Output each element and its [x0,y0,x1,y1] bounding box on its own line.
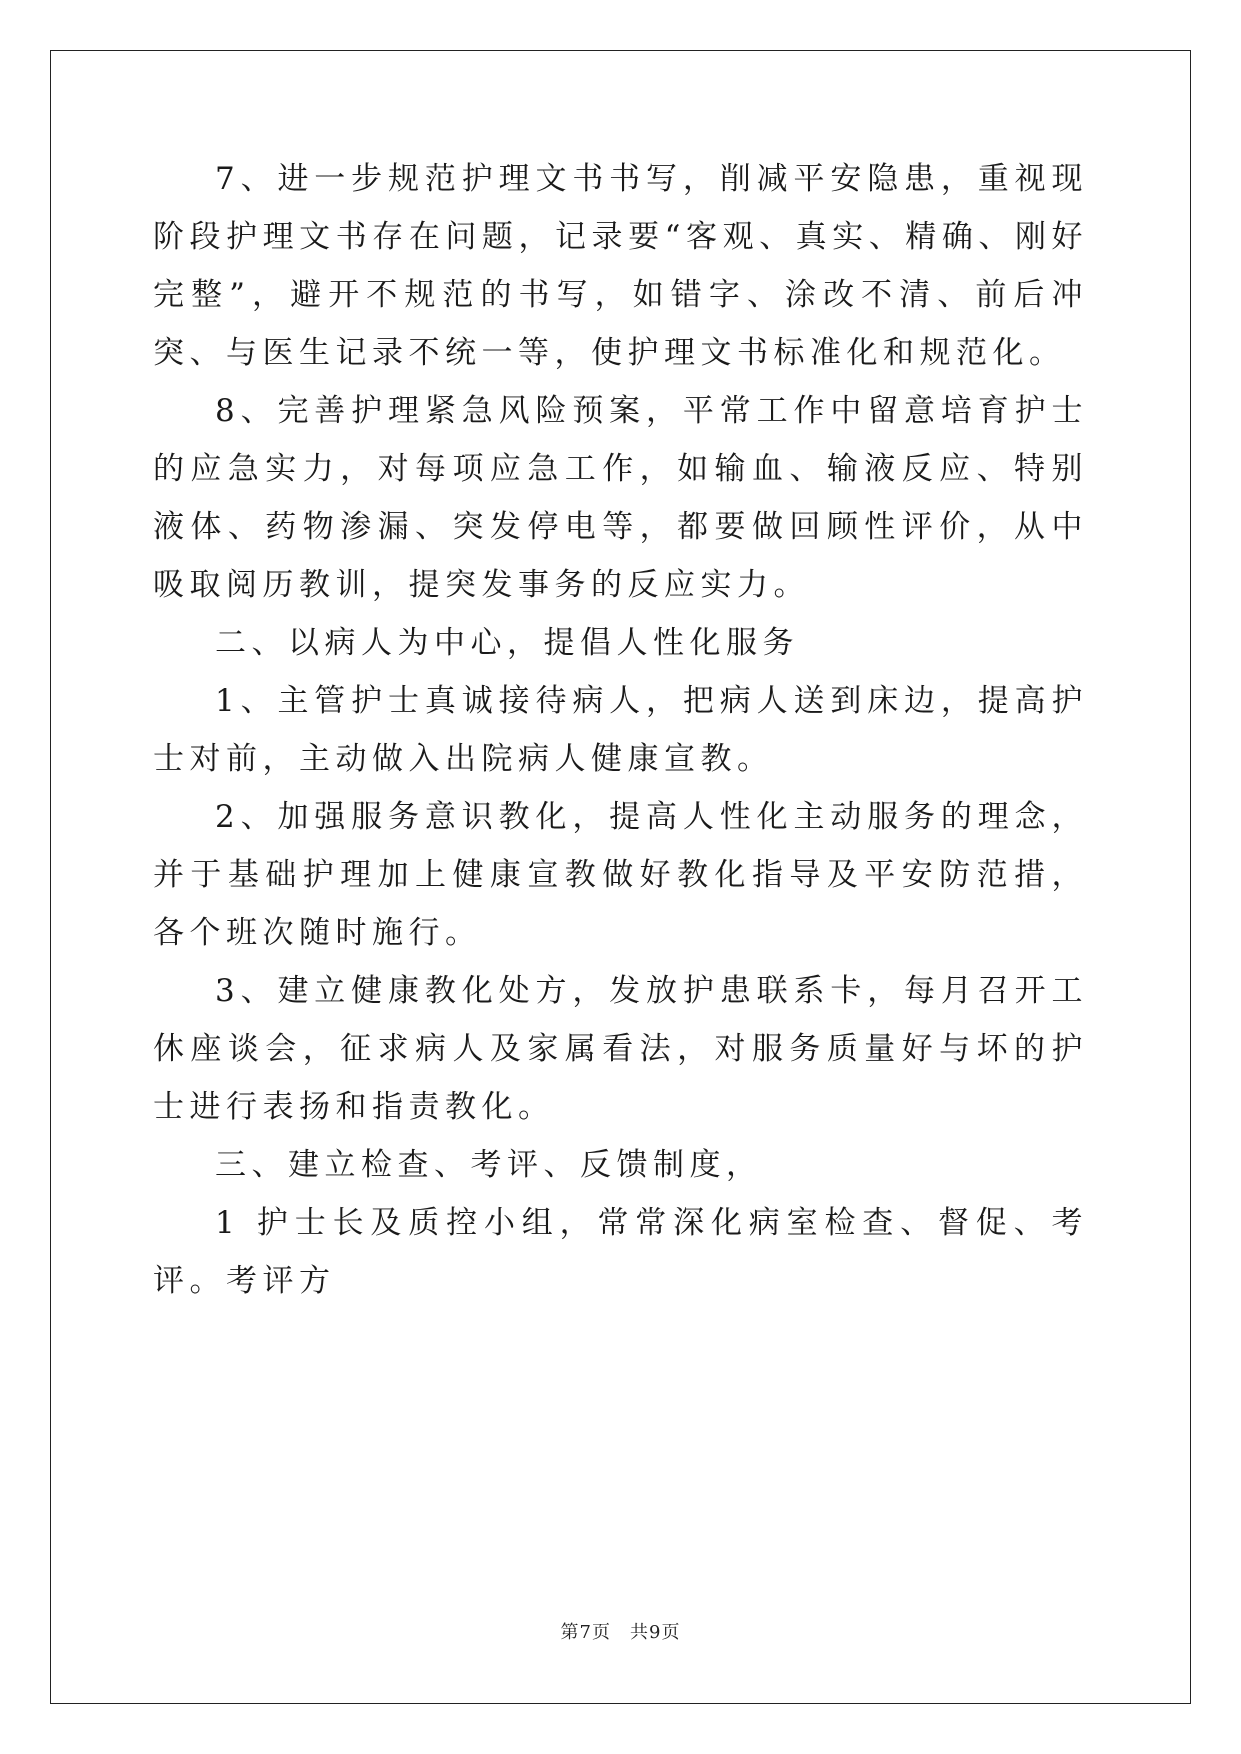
section-heading-patient-centered: 二、以病人为中心，提倡人性化服务 [215,625,799,661]
paragraph-item-7-nursing-documents: 7、进一步规范护理文书书写，削减平安隐患，重视现阶段护理文书存在问题，记录要“客观、真实、精确、刚好完整”，避开不规范的书写，如错字、涂改不清、前后冲突、与医生记录不统一等，使护理文书标准化和规范化。 [153,161,1088,371]
paragraph-item-1-head-nurse: 1 护士长及质控小组，常常深化病室检查、督促、考评。考评方 [153,1205,1088,1299]
paragraph-item-3-health-education: 3、建立健康教化处方，发放护患联系卡，每月召开工休座谈会，征求病人及家属看法，对服务质量好与坏的护士进行表扬和指责教化。 [153,973,1088,1125]
paragraph-item-1-reception: 1、主管护士真诚接待病人，把病人送到床边，提高护士对前，主动做入出院病人健康宣教。 [153,683,1088,777]
paragraph-item-2-service-awareness: 2、加强服务意识教化，提高人性化主动服务的理念，并于基础护理加上健康宣教做好教化指导及平安防范措，各个班次随时施行。 [153,799,1088,951]
document-body [153,150,1088,1310]
section-heading-inspection-system: 三、建立检查、考评、反馈制度， [215,1147,763,1183]
paragraph-item-8-emergency-plan: 8、完善护理紧急风险预案，平常工作中留意培育护士的应急实力，对每项应急工作，如输血、输液反应、特别液体、药物渗漏、突发停电等，都要做回顾性评价，从中吸取阅历教训，提突发事务的反应实力。 [153,393,1088,603]
page-number-footer: 第7页 共9页 [560,1622,681,1643]
